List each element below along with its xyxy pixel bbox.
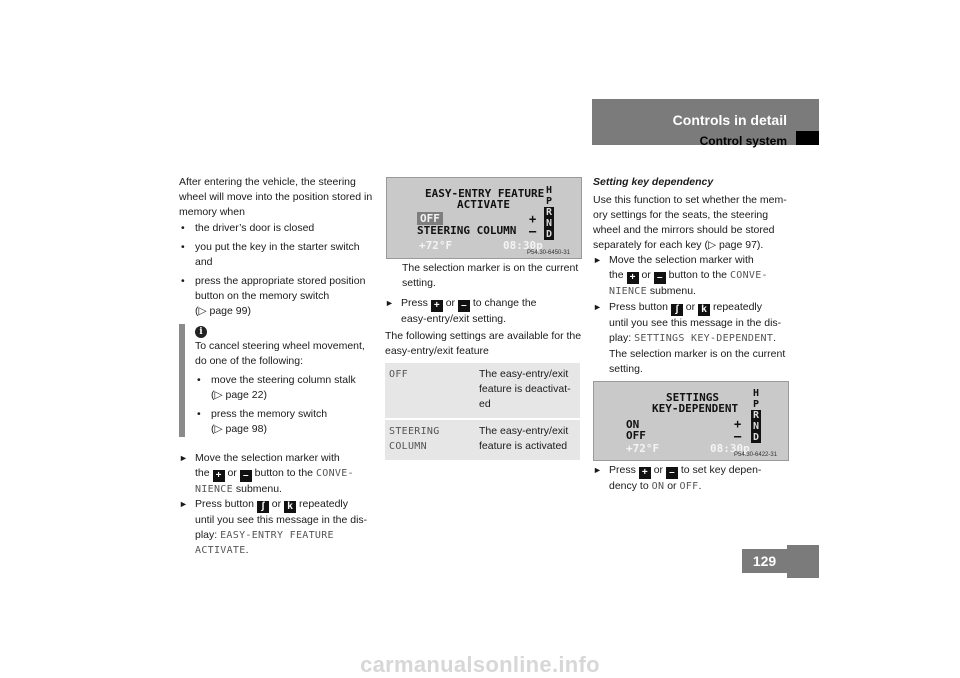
info-bar bbox=[179, 324, 185, 437]
plus-key-icon: + bbox=[627, 272, 639, 284]
figure-ref: P54.30-6422-31 bbox=[734, 452, 778, 458]
display-caption-2: The selection marker is on the current setting. bbox=[609, 348, 786, 375]
plus-key-icon: + bbox=[639, 467, 651, 479]
condition-list bbox=[179, 221, 379, 319]
info-note: To cancel steering wheel movement, do one of the following: • move the steering column stalk (▷ page 22) • press the memory switch (▷ page 98) bbox=[195, 339, 385, 437]
settings-intro: The following settings are available for the easy-entry/exit feature bbox=[385, 330, 582, 357]
key-dependency-paragraph: Use this function to set whether the mem- ory settings for the seats, the steering wheel and the mirrors should be stored separately for each key (▷ page 97). bbox=[593, 194, 787, 251]
figure-ref: P54.30-6450-31 bbox=[527, 250, 571, 256]
minus-key-icon: – bbox=[654, 272, 666, 284]
scroll-up-key-icon: ʃ bbox=[671, 304, 683, 316]
page-number: 129 bbox=[742, 549, 787, 573]
minus-key-icon: – bbox=[240, 470, 252, 482]
step-press-button: ► Press button ʃ or k repeatedly until you see this message in the dis- play: EASY-ENTRY FEATURE ACTIVATE. bbox=[179, 498, 368, 556]
intro-paragraph: After entering the vehicle, the steering wheel will move into the position stored in memory when bbox=[179, 176, 373, 218]
gear-indicator: H P R N D bbox=[545, 185, 553, 240]
plus-key-icon: + bbox=[213, 470, 225, 482]
step-move-marker-2: ► Move the selection marker with the + or – button to the CONVE- NIENCE submenu. bbox=[593, 254, 768, 297]
minus-key-icon: – bbox=[666, 467, 678, 479]
list-item: • press the memory switch (▷ page 98) bbox=[197, 408, 328, 435]
display-easy-entry: EASY-ENTRY FEATURE ACTIVATE OFF STEERING COLUMN + – +72°F 08:30p H P R N D P54.30-6450-31 bbox=[386, 177, 582, 259]
step-change-setting: ► Press + or – to change the easy-entry/exit setting. bbox=[385, 297, 537, 325]
scroll-down-key-icon: k bbox=[284, 501, 296, 513]
gear-indicator: H P R N D bbox=[752, 388, 760, 443]
key-dependency-heading: Setting key dependency bbox=[593, 176, 714, 188]
header-marker bbox=[796, 131, 819, 145]
info-icon: i bbox=[195, 326, 207, 338]
list-item: • the driver’s door is closed bbox=[181, 222, 315, 234]
watermark: carmanualsonline.info bbox=[360, 652, 600, 677]
table-row: OFF The easy-entry/exit feature is deactivat- ed bbox=[385, 363, 580, 419]
step-move-marker: ► Move the selection marker with the + or – button to the CONVE- NIENCE submenu. bbox=[179, 452, 354, 495]
page-tab bbox=[787, 545, 819, 578]
scroll-down-key-icon: k bbox=[698, 304, 710, 316]
display-caption: The selection marker is on the current setting. bbox=[402, 262, 579, 289]
list-item: • press the appropriate stored position button on the memory switch (▷ page 99) bbox=[181, 275, 366, 317]
minus-key-icon: – bbox=[458, 300, 470, 312]
step-press-button-2: ► Press button ʃ or k repeatedly until you see this message in the dis- play: SETTINGS KEY-DEPENDENT. bbox=[593, 301, 782, 344]
list-item: • you put the key in the starter switch and bbox=[181, 241, 360, 268]
list-item: • move the steering column stalk (▷ page 22) bbox=[197, 374, 356, 401]
table-row: STEERING COLUMN The easy-entry/exit feature is activated bbox=[385, 419, 580, 461]
subsection-title: Control system bbox=[699, 134, 787, 148]
selection-marker: OFF bbox=[417, 212, 443, 225]
settings-table bbox=[385, 363, 580, 462]
plus-key-icon: + bbox=[431, 300, 443, 312]
scroll-up-key-icon: ʃ bbox=[257, 501, 269, 513]
display-key-dependent: SETTINGS KEY-DEPENDENT ON OFF + – +72°F 08:30p H P R N D P54.30-6422-31 bbox=[593, 381, 789, 461]
step-set-key-dependency: ► Press + or – to set key depen- dency to ON or OFF. bbox=[593, 464, 762, 492]
section-title: Controls in detail bbox=[672, 112, 787, 128]
